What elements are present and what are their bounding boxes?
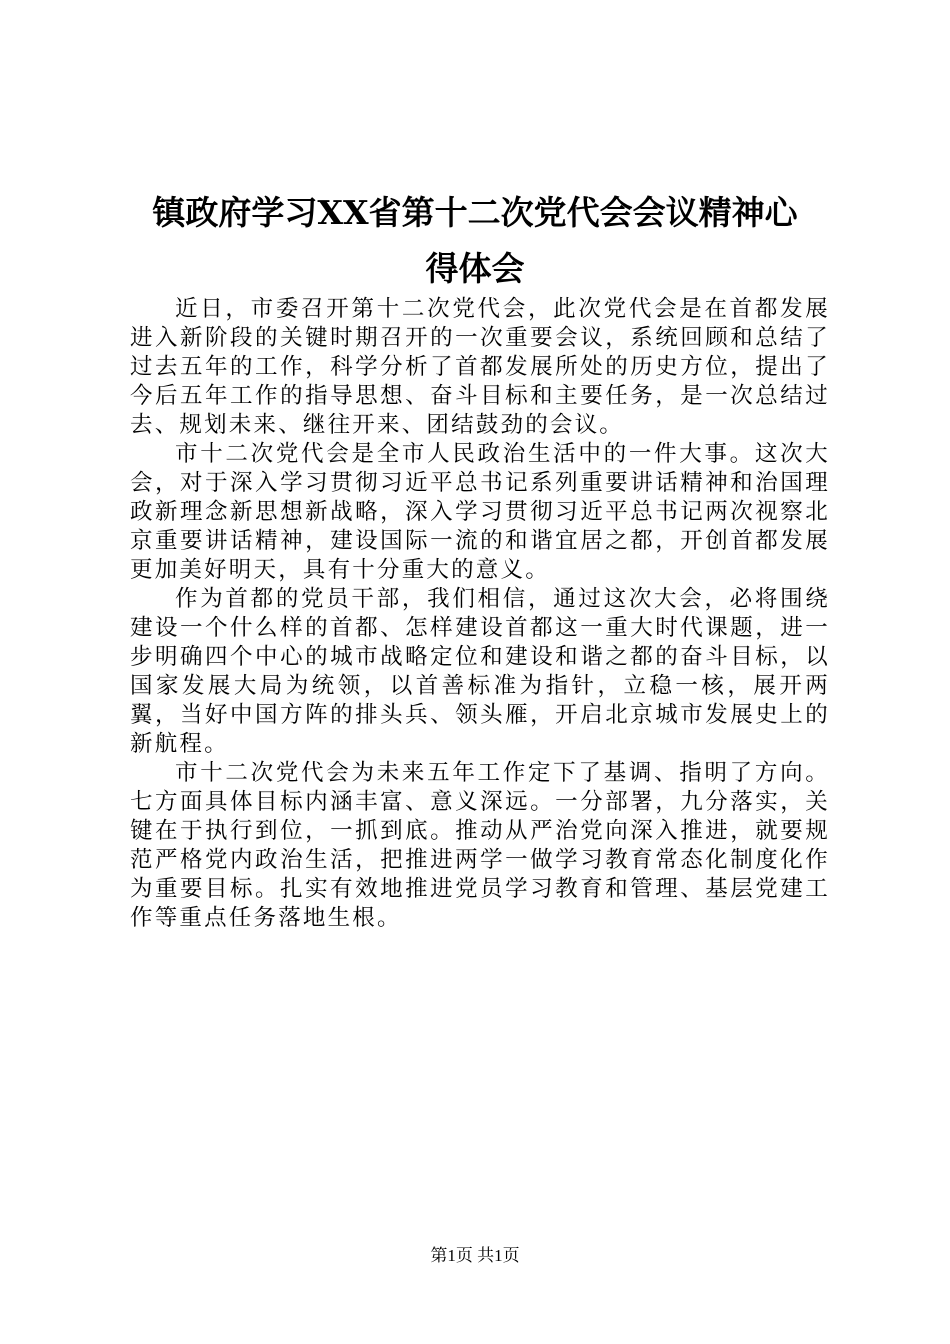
- page-number-label: 第1页 共1页: [430, 1246, 520, 1265]
- title-line-2: 得体会: [425, 249, 525, 288]
- paragraph-4: 市十二次党代会为未来五年工作定下了基调、指明了方向。七方面具体目标内涵丰富、意义深远。一分部署，九分落实，关键在于执行到位，一抓到底。推动从严治党向深入推进，就要规范严格党内政治生活，把推进两学一做学习教育常态化制度化作为重要目标。扎实有效地推进党员学习教育和管理、基层党建工作等重点任务落地生根。: [130, 760, 830, 931]
- title-line-1: 镇政府学习XX省第十二次党代会会议精神心: [152, 193, 798, 232]
- page-footer: [0, 1245, 950, 1267]
- paragraph-3: 作为首都的党员干部，我们相信，通过这次大会，必将围绕建设一个什么样的首都、怎样建设首都这一重大时代课题，进一步明确四个中心的城市战略定位和建设和谐之都的奋斗目标，以国家发展大局为统领，以首善标准为指针，立稳一核，展开两翼，当好中国方阵的排头兵、领头雁，开启北京城市发展史上的新航程。: [130, 586, 830, 757]
- paragraph-1: 近日，市委召开第十二次党代会，此次党代会是在首都发展进入新阶段的关键时期召开的一次重要会议，系统回顾和总结了过去五年的工作，科学分析了首都发展所处的历史方位，提出了今后五年工作的指导思想、奋斗目标和主要任务，是一次总结过去、规划未来、继往开来、团结鼓劲的会议。: [130, 296, 830, 438]
- paragraph-2: 市十二次党代会是全市人民政治生活中的一件大事。这次大会，对于深入学习贯彻习近平总书记系列重要讲话精神和治国理政新理念新思想新战略，深入学习贯彻习近平总书记两次视察北京重要讲话精神，建设国际一流的和谐宜居之都，开创首都发展更加美好明天，具有十分重大的意义。: [130, 441, 830, 583]
- document-title: [120, 185, 830, 297]
- document-body: [130, 295, 830, 933]
